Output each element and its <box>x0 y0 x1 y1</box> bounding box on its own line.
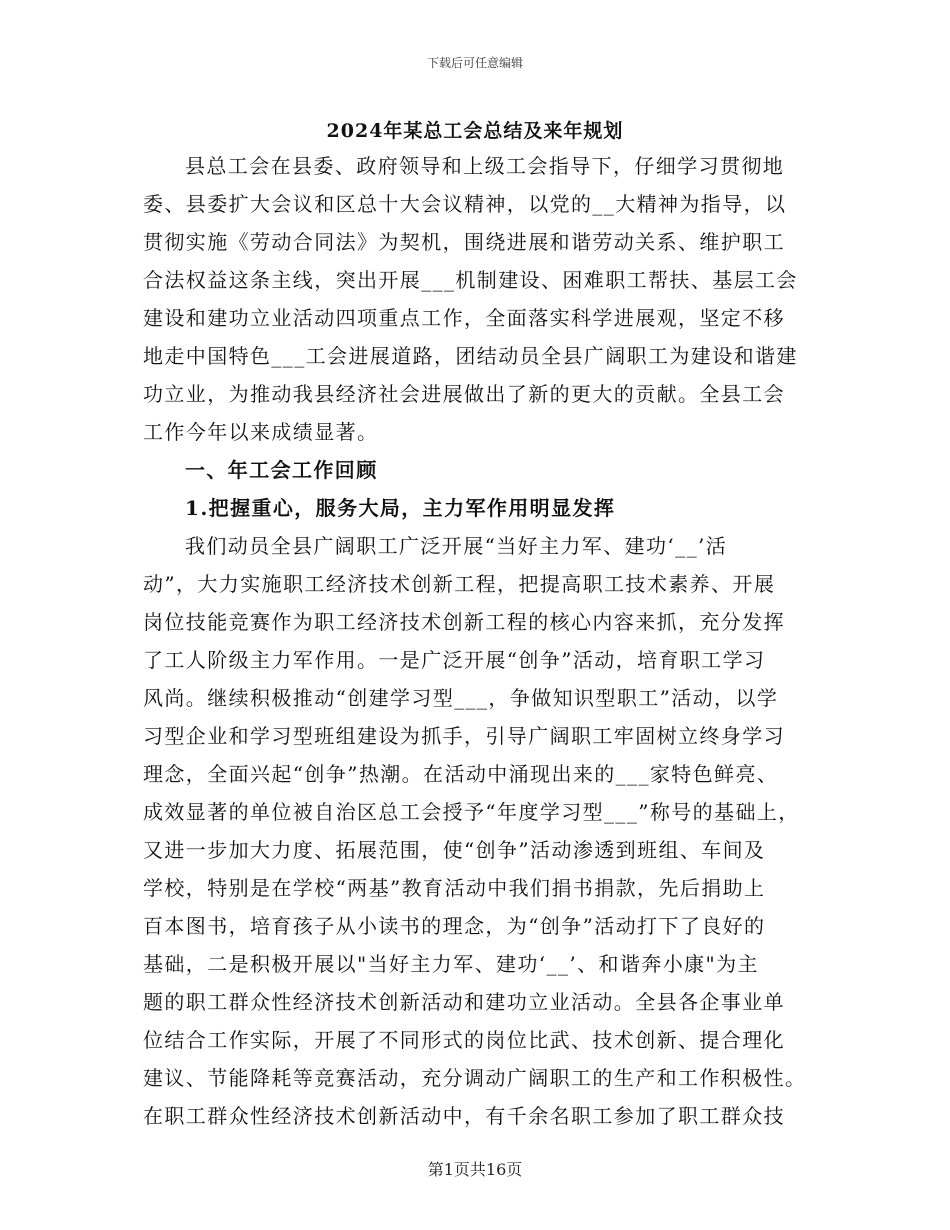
body-line: 基础，二是积极开展以"当好主力军、建功‘__’、和谐奔小康"为主 <box>143 952 759 976</box>
body-line: 贯彻实施《劳动合同法》为契机，围绕进展和谐劳动关系、维护职工 <box>143 230 785 254</box>
body-line: 题的职工群众性经济技术创新活动和建功立业活动。全县各企事业单 <box>143 990 785 1014</box>
body-line: 成效显著的单位被自治区总工会授予“年度学习型___”称号的基础上， <box>143 800 800 824</box>
body-line: 理念，全面兴起“创争”热潮。在活动中涌现出来的___家特色鲜亮、 <box>143 762 779 786</box>
body-line: 又进一步加大力度、拓展范围，使“创争”活动渗透到班组、车间及 <box>143 838 766 862</box>
document-title: 2024年某总工会总结及来年规划 <box>326 120 624 142</box>
body-line: 动”，大力实施职工经济技术创新工程，把提高职工技术素养、开展 <box>143 572 776 596</box>
body-line: 我们动员全县广阔职工广泛开展“当好主力军、建功‘__’活 <box>185 534 728 558</box>
body-line: 习型企业和学习型班组建设为抓手，引导广阔职工牢固树立终身学习 <box>143 724 785 748</box>
document-body <box>143 147 815 1135</box>
body-line: 百本图书，培育孩子从小读书的理念，为“创争”活动打下了良好的 <box>143 914 766 938</box>
body-line: 地走中国特色___工会进展道路，团结动员全县广阔职工为建设和谐建 <box>143 344 798 368</box>
page-footer: 第1页共16页 <box>427 1160 523 1179</box>
body-line: 县总工会在县委、政府领导和上级工会指导下，仔细学习贯彻地 <box>185 154 785 178</box>
body-line: 功立业，为推动我县经济社会进展做出了新的更大的贡献。全县工会 <box>143 382 785 406</box>
body-line: 了工人阶级主力军作用。一是广泛开展“创争”活动，培育职工学习 <box>143 648 766 672</box>
body-line: 建设和建功立业活动四项重点工作，全面落实科学进展观，坚定不移 <box>143 306 785 330</box>
body-line: 建议、节能降耗等竞赛活动，充分调动广阔职工的生产和工作积极性。 <box>143 1066 807 1090</box>
body-line: 委、县委扩大会议和区总十大会议精神，以党的__大精神为指导，以 <box>143 192 787 216</box>
section-heading: 一、年工会工作回顾 <box>185 458 378 482</box>
body-line: 工作今年以来成绩显著。 <box>143 420 379 444</box>
body-line: 合法权益这条主线，突出开展___机制建设、困难职工帮扶、基层工会 <box>143 268 798 292</box>
body-line: 风尚。继续积极推动“创建学习型___，争做知识型职工”活动，以学 <box>143 686 779 710</box>
body-line: 在职工群众性经济技术创新活动中，有千余名职工参加了职工群众技 <box>143 1104 785 1128</box>
body-line: 位结合工作实际，开展了不同形式的岗位比武、技术创新、提合理化 <box>143 1028 785 1052</box>
subsection-heading: 1.把握重心，服务大局，主力军作用明显发挥 <box>185 496 616 520</box>
page-header: 下载后可任意编辑 <box>426 56 523 70</box>
body-line: 岗位技能竞赛作为职工经济技术创新工程的核心内容来抓，充分发挥 <box>143 610 785 634</box>
body-line: 学校，特别是在学校“两基”教育活动中我们捐书捐款，先后捐助上 <box>143 876 766 900</box>
